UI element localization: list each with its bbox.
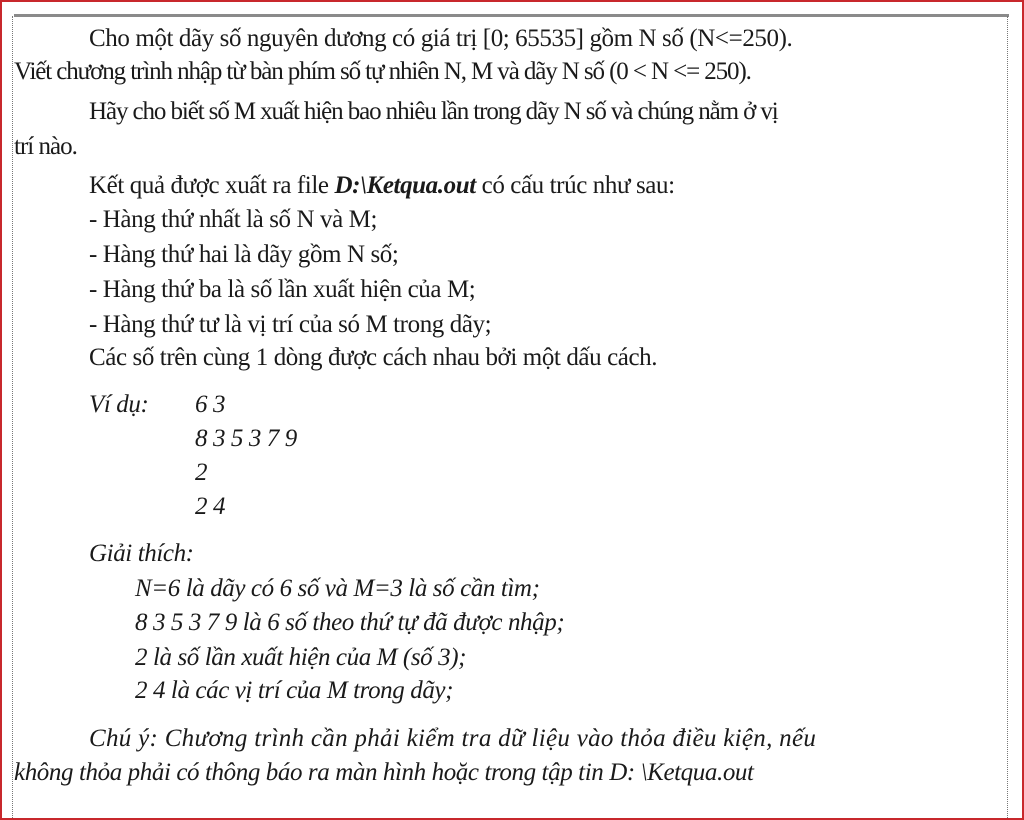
note-line: Chú ý: Chương trình cần phải kiểm tra dữ liệu vào thỏa điều kiện, nếu: [89, 725, 817, 752]
example-line: 2 4: [195, 493, 226, 520]
rule-line: - Hàng thứ ba là số lần xuất hiện của M;: [89, 276, 476, 303]
output-suffix: có cấu trúc như sau:: [475, 172, 675, 199]
explanation-line: 2 là số lần xuất hiện của M (số 3);: [135, 644, 467, 671]
example-line: 2: [195, 459, 208, 486]
rule-line: - Hàng thứ hai là dãy gồm N số;: [89, 241, 399, 268]
explanation-label: Giải thích:: [89, 540, 194, 567]
paragraph-intro: Cho một dãy số nguyên dương có giá trị [0; 65535] gồm N số (N<=250).: [89, 25, 793, 52]
explanation-line: 8 3 5 3 7 9 là 6 số theo thứ tự đã được nhập;: [135, 609, 565, 636]
right-margin-guide: [1007, 16, 1008, 818]
example-line: 8 3 5 3 7 9: [195, 425, 297, 452]
document-page: [13, 17, 1007, 817]
paragraph-separator-note: Các số trên cùng 1 dòng được cách nhau bởi một dấu cách.: [89, 344, 658, 371]
paragraph-task: Viết chương trình nhập từ bàn phím số tự nhiên N, M và dãy N số (0 < N <= 250).: [14, 58, 751, 85]
paragraph-output: [89, 172, 675, 200]
example-label: Ví dụ:: [89, 391, 149, 418]
example-line: 6 3: [195, 391, 226, 418]
output-file-name: D:\Ketqua.out: [334, 172, 476, 199]
paragraph-question: Hãy cho biết số M xuất hiện bao nhiêu lần trong dãy N số và chúng nằm ở vị: [89, 98, 778, 125]
rule-line: - Hàng thứ tư là vị trí của só M trong dãy;: [89, 311, 492, 338]
paragraph-question-cont: trí nào.: [14, 133, 77, 160]
rule-line: - Hàng thứ nhất là số N và M;: [89, 206, 378, 233]
explanation-line: N=6 là dãy có 6 số và M=3 là số cần tìm;: [135, 575, 540, 602]
explanation-line: 2 4 là các vị trí của M trong dãy;: [135, 677, 454, 704]
output-prefix: Kết quả được xuất ra file: [89, 172, 335, 199]
note-line: không thỏa phải có thông báo ra màn hình hoặc trong tập tin D: \Ketqua.out: [14, 759, 754, 786]
